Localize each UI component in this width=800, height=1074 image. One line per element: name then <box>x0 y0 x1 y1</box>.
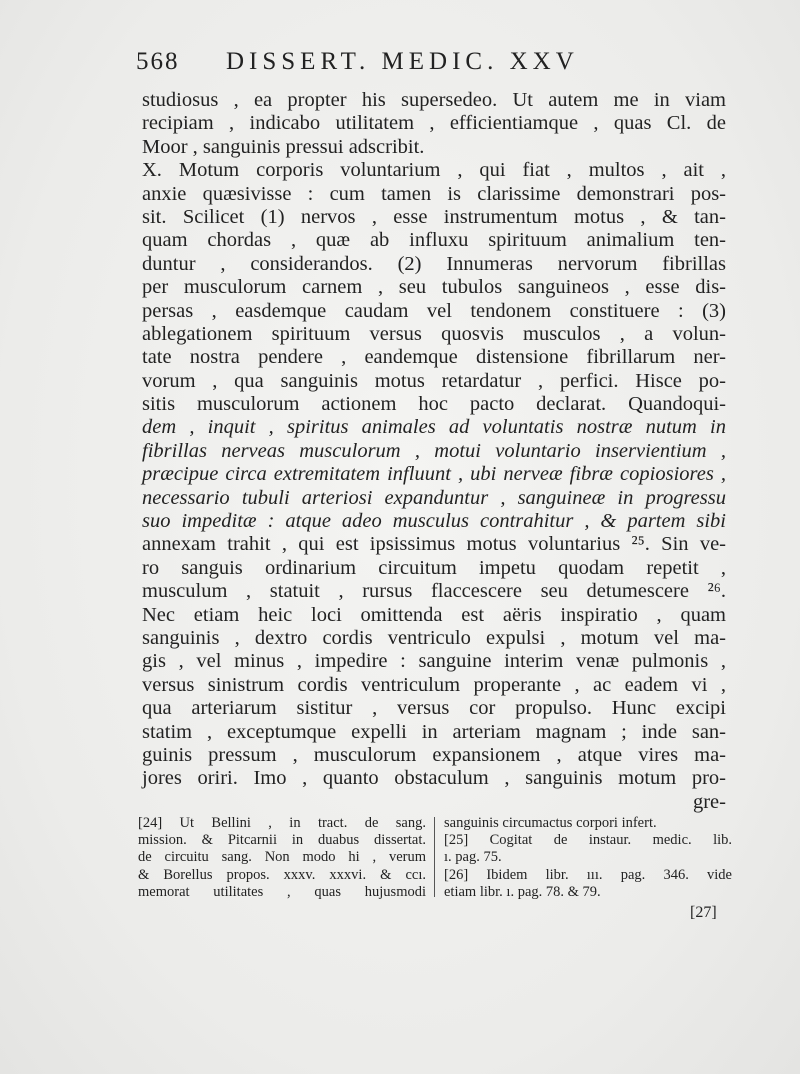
footnote-column-left <box>138 815 426 901</box>
text-line: annexam trahit , qui est ipsissimus motus voluntarius ²⁵. Sin ve- <box>142 533 726 556</box>
page-header <box>136 48 720 84</box>
text-line: statim , exceptumque expelli in arteriam magnam ; inde san- <box>142 720 726 743</box>
text-line: dem , inquit , spiritus animales ad voluntatis nostræ nutum in <box>142 416 726 439</box>
text-line: vorum , qua sanguinis motus retardatur , perfici. Hisce po- <box>142 369 726 392</box>
footnote-line: etiam libr. ı. pag. 78. & 79. <box>444 883 601 900</box>
text-line: persas , easdemque caudam vel tendonem constituere : (3) <box>142 299 726 322</box>
text-line: duntur , considerandos. (2) Innumeras nervorum fibrillas <box>142 252 726 275</box>
footnote-line: [24] Ut Bellini , in tract. de sang. <box>138 815 426 831</box>
text-line: tate nostra pendere , eandemque distensione fibrillarum ner- <box>142 346 726 369</box>
text-line: ro sanguis ordinarium circuitum impetu quodam repetit , <box>142 556 726 579</box>
text-line: necessario tubuli arteriosi expanduntur , sanguineæ in progressu <box>142 486 726 509</box>
text-line: præcipue circa extremitatem influunt , ubi nerveæ fibræ copiosiores , <box>142 463 726 486</box>
text-line: guinis pressum , musculorum expansionem , atque vires ma- <box>142 743 726 766</box>
footnote-line: ı. pag. 75. <box>444 849 502 866</box>
text-line: suo impeditæ : atque adeo musculus contrahitur , & partem sibi <box>142 510 726 533</box>
main-text <box>142 89 726 814</box>
page-number: 568 <box>136 48 180 75</box>
footnote-divider <box>434 817 435 897</box>
text-line: sanguinis , dextro cordis ventriculo expulsi , motum vel ma- <box>142 626 726 649</box>
text-line: recipiam , indicabo utilitatem , efficientiamque , quas Cl. de <box>142 112 726 135</box>
text-line: qua arteriarum sistitur , versus cor propulso. Hunc excipi <box>142 697 726 720</box>
text-line: musculum , statuit , rursus flaccescere seu detumescere ²⁶. <box>142 580 726 603</box>
text-line: fibrillas nerveas musculorum , motui voluntario inservientium , <box>142 439 726 462</box>
text-line: quam chordas , quæ ab influxu spirituum animalium ten- <box>142 229 726 252</box>
footnote-line: memorat utilitates , quas hujusmodi <box>138 883 426 900</box>
footnote-column-right <box>444 815 732 901</box>
text-line: Nec etiam heic loci omittenda est aëris inspiratio , quam <box>142 603 726 626</box>
catchword: [27] <box>690 904 717 921</box>
text-line: sit. Scilicet (1) nervos , esse instrumentum motus , & tan- <box>142 205 726 228</box>
text-line: sitis musculorum actionem hoc pacto declarat. Quandoqui- <box>142 393 726 416</box>
footnote-line: [26] Ibidem libr. ııı. pag. 346. vide <box>444 866 732 883</box>
text-line: studiosus , ea propter his supersedeo. Ut autem me in viam <box>142 89 726 111</box>
footnote-line: [25] Cogitat de instaur. medic. lib. <box>444 832 732 849</box>
running-title: DISSERT. MEDIC. XXV <box>226 48 579 75</box>
footnote-line: sanguinis circumactus corpori infert. <box>444 815 657 831</box>
text-line: jores oriri. Imo , quanto obstaculum , sanguinis motum pro- <box>142 767 726 790</box>
text-line: gis , vel minus , impedire : sanguine interim venæ pulmonis , <box>142 650 726 673</box>
footnote-line: & Borellus propos. xxxv. xxxvi. & ccı. <box>138 866 426 883</box>
text-line: ablegationem spirituum versus quosvis musculos , a volun- <box>142 322 726 345</box>
text-line: anxie quæsivisse : cum tamen is clarissime demonstrari pos- <box>142 182 726 205</box>
text-line: per musculorum carnem , seu tubulos sanguineos , esse dis- <box>142 276 726 299</box>
footnote-line: mission. & Pitcarnii in duabus dissertat. <box>138 832 426 849</box>
text-line: versus sinistrum cordis ventriculum properante , ac eadem vi , <box>142 673 726 696</box>
footnote-line: de circuitu sang. Non modo hi , verum <box>138 849 426 866</box>
text-line: Moor , sanguinis pressui adscribit. <box>142 135 425 158</box>
text-line: gre- <box>692 790 726 813</box>
text-line: X. Motum corporis voluntarium , qui fiat , multos , ait , <box>142 159 726 182</box>
